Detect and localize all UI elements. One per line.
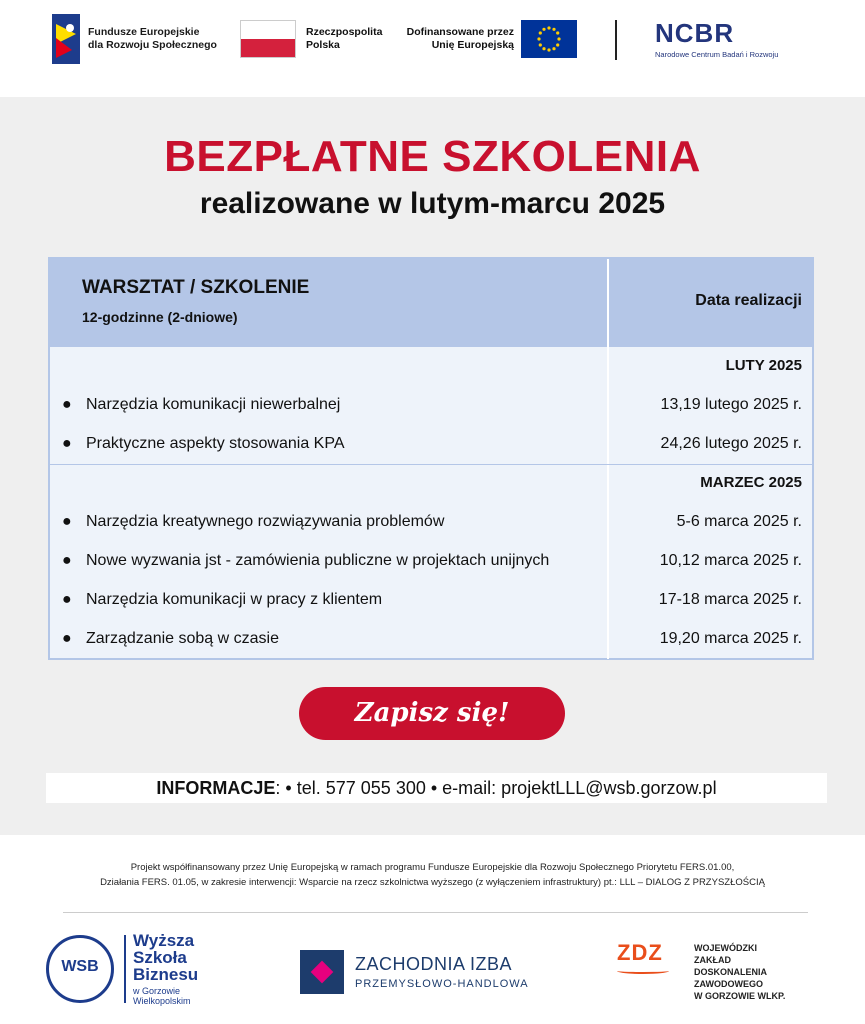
zdz-logo-icon: ZDZ: [617, 940, 663, 965]
bullet-icon: ●: [62, 513, 72, 530]
bullet-icon: ●: [62, 396, 72, 413]
logo-bar: [0, 0, 865, 97]
month-label: LUTY 2025: [725, 357, 802, 374]
training-name: Nowe wyzwania jst - zamówienia publiczne w projektach unijnych: [86, 552, 550, 569]
training-name: Zarządzanie sobą w czasie: [86, 630, 279, 647]
page-title: BEZPŁATNE SZKOLENIA: [164, 132, 701, 181]
training-name: Narzędzia komunikacji w pracy z klientem: [86, 591, 383, 608]
info-phone[interactable]: tel. 577 055 300: [296, 778, 426, 798]
bullet-icon: ●: [62, 552, 72, 569]
wsb-city2: Wielkopolskim: [133, 996, 191, 1006]
wsb-divider: [124, 935, 126, 1003]
eu-line2: Unię Europejską: [431, 39, 514, 51]
info-bar: [46, 773, 827, 803]
training-name: Narzędzia kreatywnego rozwiązywania problemów: [86, 513, 445, 530]
training-table: [48, 257, 814, 660]
bullet-icon: ●: [62, 435, 72, 452]
table-header: [50, 259, 812, 347]
zdz-line4: ZAWODOWEGO: [694, 979, 763, 989]
header-subtitle: 12-godzinne (2-dniowe): [82, 309, 238, 325]
wsb-line3: Biznesu: [133, 965, 199, 984]
training-name: Praktyczne aspekty stosowania KPA: [86, 435, 345, 452]
fundusze-europejskie-icon: [52, 14, 80, 64]
main-panel: [0, 97, 865, 835]
pl-line1: Rzeczpospolita: [306, 26, 383, 38]
training-date: 19,20 marca 2025 r.: [659, 630, 802, 647]
wsb-name: [133, 932, 198, 983]
pl-line2: Polska: [306, 39, 340, 51]
bullet-icon: ●: [62, 630, 72, 647]
table-row: [50, 591, 812, 621]
table-row: [50, 435, 812, 465]
zdz-line5: W GORZOWIE WLKP.: [694, 991, 786, 1001]
header-date: Data realizacji: [695, 292, 802, 309]
fe-line1: Fundusze Europejskie: [88, 26, 200, 38]
footer-line1: Projekt współfinansowany przez Unię Europejską w ramach programu Fundusze Europejskie dla Rozwoju Społecznego Priorytetu FERS.01.00,: [130, 862, 735, 873]
group-separator: [50, 464, 812, 465]
info-colon: : •: [275, 778, 297, 798]
bullet-icon: ●: [62, 591, 72, 608]
table-row: [50, 552, 812, 582]
fe-label: [88, 26, 217, 52]
eu-line1: Dofinansowane przez: [406, 26, 514, 38]
wsb-city1: w Gorzowie: [133, 986, 181, 996]
ncbr-logo: NCBR: [655, 18, 735, 48]
fe-line2: dla Rozwoju Społecznego: [88, 39, 217, 51]
wsb-logo-text: WSB: [61, 958, 99, 975]
zdz-line1: WOJEWÓDZKI: [694, 943, 757, 953]
wsb-city: [133, 986, 191, 1006]
table-row: [50, 513, 812, 543]
pl-label: [306, 26, 382, 52]
zachodnia-izba-icon: [300, 950, 344, 994]
zdz-name: [694, 942, 785, 1002]
footer-divider: [63, 912, 808, 913]
training-date: 17-18 marca 2025 r.: [658, 591, 802, 608]
wsb-line2: Szkoła: [133, 948, 187, 967]
eu-flag-icon: [521, 20, 577, 58]
month-label: MARZEC 2025: [700, 474, 802, 491]
zdz-line2: ZAKŁAD: [694, 955, 731, 965]
logo-divider: [615, 20, 617, 60]
training-date: 10,12 marca 2025 r.: [659, 552, 802, 569]
zdz-wave-icon: [617, 968, 669, 974]
table-row: [50, 630, 812, 660]
zi-subtitle: PRZEMYSŁOWO-HANDLOWA: [355, 978, 529, 990]
header-left: [82, 277, 309, 325]
training-date: 24,26 lutego 2025 r.: [660, 435, 802, 452]
page-subtitle: realizowane w lutym-marcu 2025: [199, 187, 666, 220]
footer-note: [40, 860, 825, 890]
zi-name: ZACHODNIA IZBA: [355, 954, 513, 974]
info-sep: •: [425, 778, 443, 798]
polish-flag-icon: [240, 20, 296, 58]
header-title: WARSZTAT / SZKOLENIE: [82, 277, 310, 298]
table-row: [50, 396, 812, 426]
info-label: INFORMACJE: [156, 778, 276, 798]
training-date: 13,19 lutego 2025 r.: [660, 396, 802, 413]
signup-button[interactable]: Zapisz się!: [299, 687, 565, 740]
info-email[interactable]: e-mail: projektLLL@wsb.gorzow.pl: [442, 778, 717, 798]
training-name: Narzędzia komunikacji niewerbalnej: [86, 396, 341, 413]
wsb-globe-icon: [46, 935, 114, 1003]
wsb-line1: Wyższa: [133, 931, 195, 950]
eu-label: [404, 26, 514, 52]
training-date: 5-6 marca 2025 r.: [676, 513, 802, 530]
ncbr-subtitle: Narodowe Centrum Badań i Rozwoju: [655, 50, 779, 59]
zdz-line3: DOSKONALENIA: [694, 967, 768, 977]
footer-line2: Działania FERS. 01.05, w zakresie interwencji: Wsparcie na rzecz szkolnictwa wyższego (z wyłączeniem infrastruktury) pt.: LLL – DIALOG Z PRZYSZŁOŚCIĄ: [100, 877, 765, 888]
